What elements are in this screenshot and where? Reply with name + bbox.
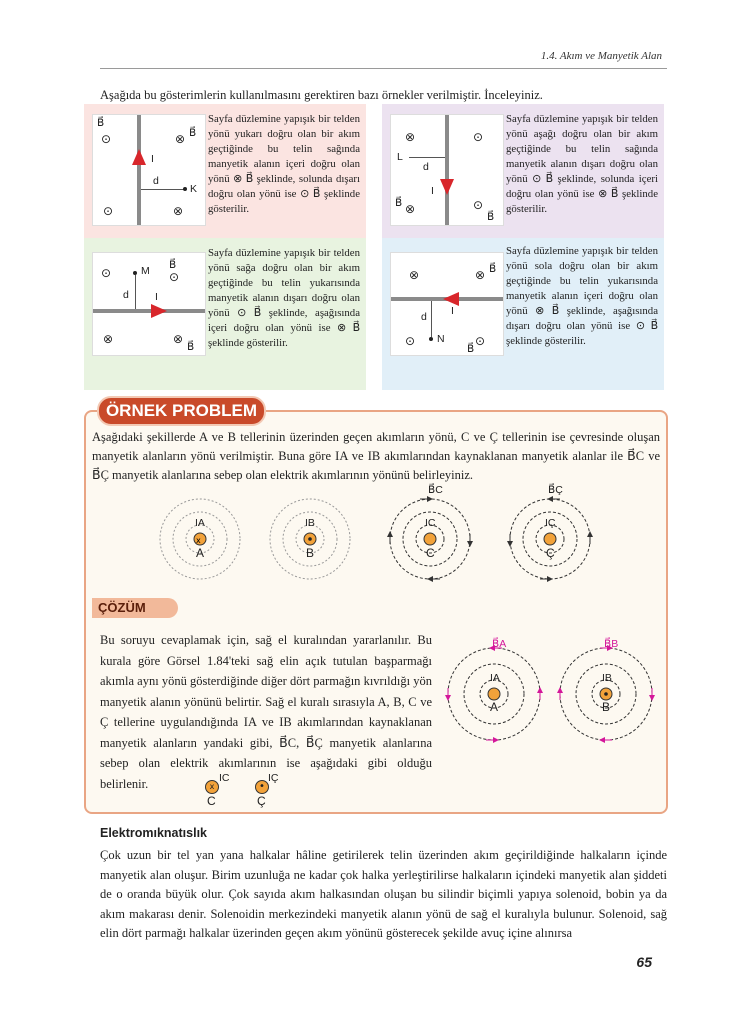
page-number: 65	[636, 954, 652, 970]
current-arrow-icon	[440, 179, 454, 195]
solution-title: ÇÖZÜM	[92, 598, 178, 618]
distance-label: d	[123, 289, 129, 301]
k-label: K	[190, 183, 198, 195]
wire-c-current: IC	[425, 517, 436, 529]
current-arrow-icon	[132, 149, 146, 165]
wire	[137, 115, 141, 225]
out-icon: ⊙	[475, 334, 486, 348]
out-icon: ⊙	[101, 132, 112, 146]
svg-text:x: x	[196, 536, 201, 545]
in-icon: ⊗	[175, 132, 186, 146]
example-problem-title: ÖRNEK PROBLEM	[97, 396, 266, 426]
b-label: B⃗	[187, 341, 195, 353]
wire-c-figure	[390, 499, 470, 579]
distance-label: d	[423, 161, 429, 173]
distance-line	[431, 301, 432, 337]
wire-cc-label: Ç	[546, 546, 555, 560]
example-problem-text: Aşağıdaki şekillerde A ve B tellerinin üzerinden geçen akımların yönü, C ve Ç tellerinin ise çevresinde oluşan manyetik alanların yönü verilmiştir. Buna göre IA ve IB akımlarından kaynaklanan manyetik alanlar ile B⃗C ve B⃗Ç manyetik alanlarına sebep olan elektrik akımlarının yönünü belirleyiniz.	[92, 430, 660, 482]
field-b-current: IB	[602, 672, 612, 684]
answer-c-current: IC	[219, 772, 230, 784]
wire-c-dot	[424, 533, 436, 545]
point-k	[183, 187, 187, 191]
out-icon: ⊙	[473, 198, 484, 212]
section-header: 1.4. Akım ve Manyetik Alan	[540, 50, 662, 62]
box-text: Sayfa düzlemine yapışık bir telden yönü aşağı doğru olan bir akım geçtiğinde bu telin sağında manyetik alanın dışarı doğru olan yönü ⊙ B⃗ şeklinde, solunda içeri doğru olan yönü ise ⊗ B⃗ şeklinde gösterilir.	[506, 113, 658, 215]
field-a-dot	[488, 688, 500, 700]
solution-figures	[444, 636, 664, 756]
wire-a-figure	[160, 499, 240, 579]
in-icon: ⊗	[405, 202, 416, 216]
box-text: Sayfa düzlemine yapışık bir telden yönü sola doğru olan bir akım geçtiğinde bu telin yukarısında manyetik alanın içeri doğru olan yönü ⊗ B⃗ şeklinde, aşağısında dışarı doğru olan yönü ise ⊙ B⃗ şeklinde gösterilir.	[506, 245, 658, 347]
answer-c-label: C	[207, 794, 216, 808]
header-rule	[100, 68, 667, 69]
solution-text: Bu soruyu cevaplamak için, sağ el kuralından yararlanılır. Bu kurala göre Görsel 1.84'teki sağ elin açık tutulan başparmağı akımla aynı yönü gösterdiğinde diğer dört parmağın kıvrıldığı yön manyetik alanın yönünü belirtir. Sağ el kuralı sırasıyla A, B, C ve Ç tellerine uygulandığında IA ve IB akımlarından kaynaklanan manyetik alanların yandaki gibi, B⃗C, B⃗Ç manyetik alanlarına sebep olan elektrik akımlarının ise aşağıdaki gibi olduğu belirlenir.	[100, 633, 432, 791]
box-text: Sayfa düzlemine yapışık bir telden yönü sağa doğru olan bir akım geçtiğinde bu telin yukarısında manyetik alanın dışarı doğru olan yönü ⊙ B⃗ şeklinde, aşağısında içeri doğru olan yönü ise ⊗ B⃗ şeklinde gösterilir.	[208, 247, 360, 349]
point-n	[429, 337, 433, 341]
distance-line	[135, 275, 136, 309]
out-icon: ⊙	[103, 204, 114, 218]
field-a-label: A	[490, 700, 499, 714]
l-label: L	[397, 151, 403, 163]
wire-diagram-left	[390, 252, 504, 356]
box-text: Sayfa düzlemine yapışık bir telden yönü yukarı doğru olan bir akım geçtiğinde bu telin sağında manyetik alanın içeri doğru olan yönü ⊗ B⃗ şeklinde, solunda dışarı doğru olan yönü ise ⊙ B⃗ şeklinde gösterilir.	[208, 113, 360, 215]
field-a-figure	[448, 648, 540, 740]
distance-line	[141, 189, 185, 190]
wire-c-field: B⃗C	[428, 484, 443, 496]
in-icon: ⊗	[173, 204, 184, 218]
example-box-down	[382, 104, 664, 256]
b-label: B⃗	[97, 117, 105, 129]
field-a-vector: B⃗A	[492, 638, 507, 650]
wire	[93, 309, 205, 313]
current-label: I	[151, 153, 154, 165]
in-icon: ⊗	[475, 268, 486, 282]
field-a-current: IA	[490, 672, 500, 684]
example-box-left	[382, 238, 664, 390]
wire-cc-dot	[544, 533, 556, 545]
section-title: Elektromıknatıslık	[100, 826, 207, 840]
answer-cc-label: Ç	[257, 794, 266, 808]
b-label: B⃗	[395, 197, 403, 209]
field-b-vector: B⃗B	[604, 638, 619, 650]
distance-label: d	[153, 175, 159, 187]
wire-figures	[150, 484, 610, 588]
b-label: B⃗	[467, 343, 475, 355]
wire-a-current: IA	[195, 517, 205, 529]
wire-a-label: A	[196, 546, 205, 560]
m-label: M	[141, 265, 150, 277]
distance-line	[409, 157, 445, 158]
wire-b-figure	[270, 499, 350, 579]
in-icon: ⊗	[405, 130, 416, 144]
b-label: B⃗	[169, 259, 177, 271]
current-label: I	[155, 291, 158, 303]
b-label: B⃗	[489, 263, 497, 275]
wire-cc-figure	[510, 499, 590, 579]
wire-diagram-right	[92, 252, 206, 356]
current-arrow-icon	[443, 292, 459, 306]
n-label: N	[437, 333, 445, 345]
wire-b-current: IB	[305, 517, 315, 529]
out-icon: ⊙	[101, 266, 112, 280]
in-icon: ⊗	[409, 268, 420, 282]
example-box-up	[84, 104, 366, 256]
distance-label: d	[421, 311, 427, 323]
in-icon: ⊗	[103, 332, 114, 346]
current-arrow-icon	[151, 304, 167, 318]
wire-diagram-down	[390, 114, 504, 226]
wire-cc-field: B⃗Ç	[548, 484, 563, 496]
answer-cc-current: IÇ	[268, 772, 279, 784]
field-b-label: B	[602, 700, 611, 714]
current-label: I	[451, 305, 454, 317]
b-label: B⃗	[487, 211, 495, 223]
wire-b-label: B	[306, 546, 315, 560]
wire-diagram-up	[92, 114, 206, 226]
wire-c-label: C	[426, 546, 435, 560]
out-icon: ⊙	[405, 334, 416, 348]
answer-cc-wire: •	[255, 780, 269, 794]
current-label: I	[431, 185, 434, 197]
field-b-figure	[560, 648, 652, 740]
out-icon: ⊙	[473, 130, 484, 144]
wire	[445, 115, 449, 225]
in-icon: ⊗	[173, 332, 184, 346]
out-icon: ⊙	[169, 270, 180, 284]
section-text: Çok uzun bir tel yan yana halkalar hâline getirilerek telin üzerinden akım geçirildiğinde halkaların içinde manyetik alan oluşur. Birim uzunluğa ne kadar çok halka yerleştirilirse halkaların içindeki manyetik alan şiddeti de o oranda büyük olur. Çok sayıda akım halkasından oluşan bu silindir biçimli yapıya solenoid, bobin ya da akım makarası denir. Solenoidin merkezindeki manyetik alanın yönü de sağ el kuralıyla bulunur. Solenoid, sağ elin dört parmağı halkalar üzerinden geçen akım yönünü gösterecek şekilde avuç içine alınırsa	[100, 848, 667, 941]
example-box-right	[84, 238, 366, 390]
wire-cc-current: IÇ	[545, 517, 556, 529]
answer-c-wire: x	[205, 780, 219, 794]
intro-text: Aşağıda bu gösterimlerin kullanılmasını gerektiren bazı örnekler verilmiştir. İnceleyiniz.	[100, 88, 543, 102]
b-label: B⃗	[189, 127, 197, 139]
